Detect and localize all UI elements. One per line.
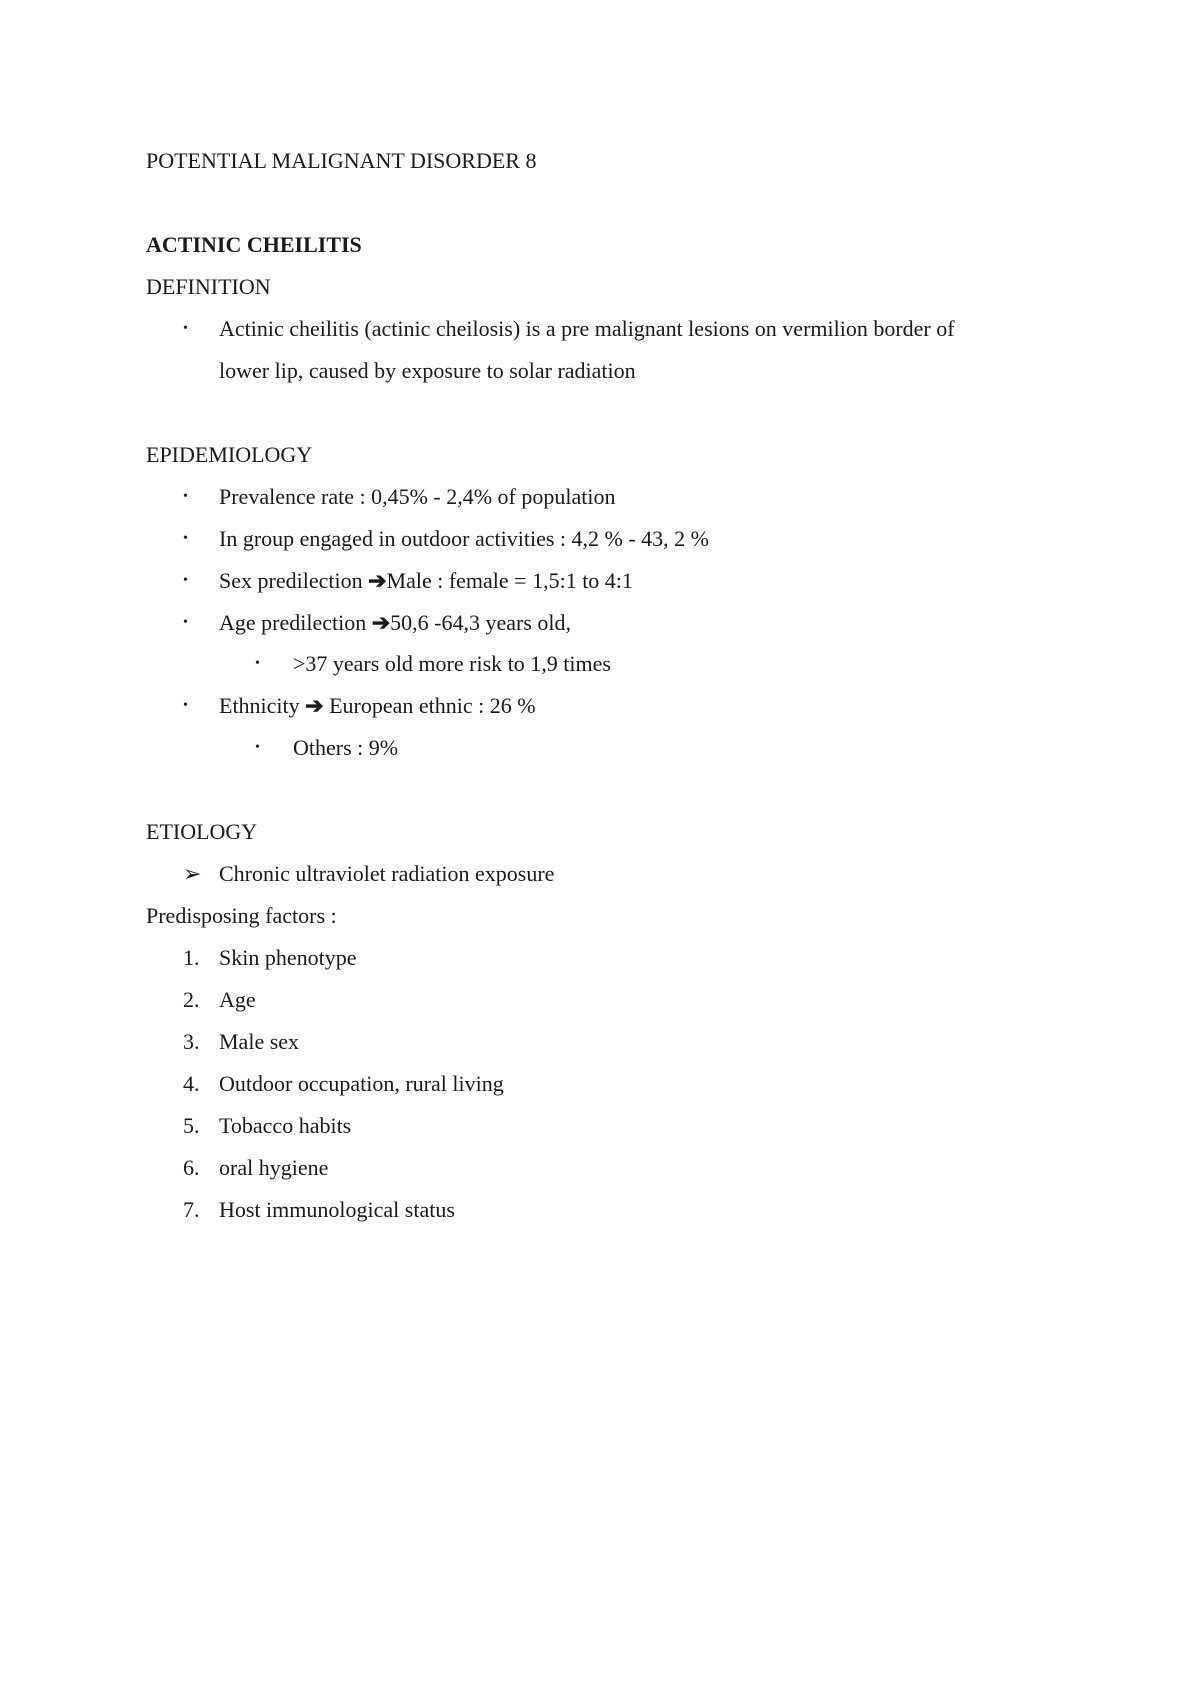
definition-heading: DEFINITION: [146, 274, 271, 299]
age-predilection: [219, 602, 571, 644]
ethnicity-sub-text: Others : 9%: [293, 735, 399, 760]
ethnicity: [219, 685, 536, 727]
age-value: 50,6 -64,3 years old,: [390, 610, 572, 635]
list-number: 4.: [183, 1071, 200, 1096]
main-cause-text: Chronic ultraviolet radiation exposure: [219, 861, 555, 886]
factor-text: Tobacco habits: [219, 1113, 352, 1138]
chevron-right-icon: ➢: [183, 861, 202, 886]
sex-value: Male : female = 1,5:1 to 4:1: [386, 568, 633, 593]
age-sub-text: >37 years old more risk to 1,9 times: [293, 651, 611, 676]
factor-text: Host immunological status: [219, 1197, 455, 1222]
bullet-icon: •: [183, 573, 188, 588]
definition-text-line1: Actinic cheilitis (actinic cheilosis) is a pre malignant lesions on vermilion border of: [219, 316, 955, 341]
predisposing-label: Predisposing factors :: [146, 903, 337, 928]
bullet-icon: •: [183, 698, 188, 713]
factor-text: Outdoor occupation, rural living: [219, 1071, 504, 1096]
bullet-icon: •: [183, 321, 188, 336]
bullet-icon: •: [255, 740, 260, 755]
factor-text: Age: [219, 987, 256, 1012]
factor-text: Skin phenotype: [219, 945, 357, 970]
etiology-heading: ETIOLOGY: [146, 819, 258, 844]
ethnicity-label: Ethnicity: [219, 693, 306, 718]
arrow-right-icon: ➔: [371, 610, 391, 635]
list-number: 3.: [183, 1029, 200, 1054]
list-number: 7.: [183, 1197, 200, 1222]
sex-predilection: [219, 560, 633, 602]
arrow-right-icon: ➔: [305, 693, 324, 718]
list-number: 6.: [183, 1155, 200, 1180]
bullet-icon: •: [183, 615, 188, 630]
document-title: POTENTIAL MALIGNANT DISORDER 8: [146, 148, 537, 173]
sex-label: Sex predilection: [219, 568, 369, 593]
bullet-icon: •: [183, 489, 188, 504]
list-number: 2.: [183, 987, 200, 1012]
ethnicity-value: European ethnic : 26 %: [323, 693, 536, 718]
definition-text-line2: lower lip, caused by exposure to solar radiation: [219, 358, 636, 383]
factor-text: oral hygiene: [219, 1155, 329, 1180]
bullet-icon: •: [183, 531, 188, 546]
bullet-icon: •: [255, 656, 260, 671]
prevalence-text: Prevalence rate : 0,45% - 2,4% of population: [219, 484, 616, 509]
age-label: Age predilection: [219, 610, 372, 635]
list-number: 5.: [183, 1113, 200, 1138]
topic-heading: ACTINIC CHEILITIS: [146, 232, 362, 257]
outdoor-text: In group engaged in outdoor activities : 4,2 % - 43, 2 %: [219, 526, 710, 551]
factor-text: Male sex: [219, 1029, 300, 1054]
epidemiology-heading: EPIDEMIOLOGY: [146, 442, 313, 467]
arrow-right-icon: ➔: [368, 568, 387, 593]
list-number: 1.: [183, 945, 200, 970]
